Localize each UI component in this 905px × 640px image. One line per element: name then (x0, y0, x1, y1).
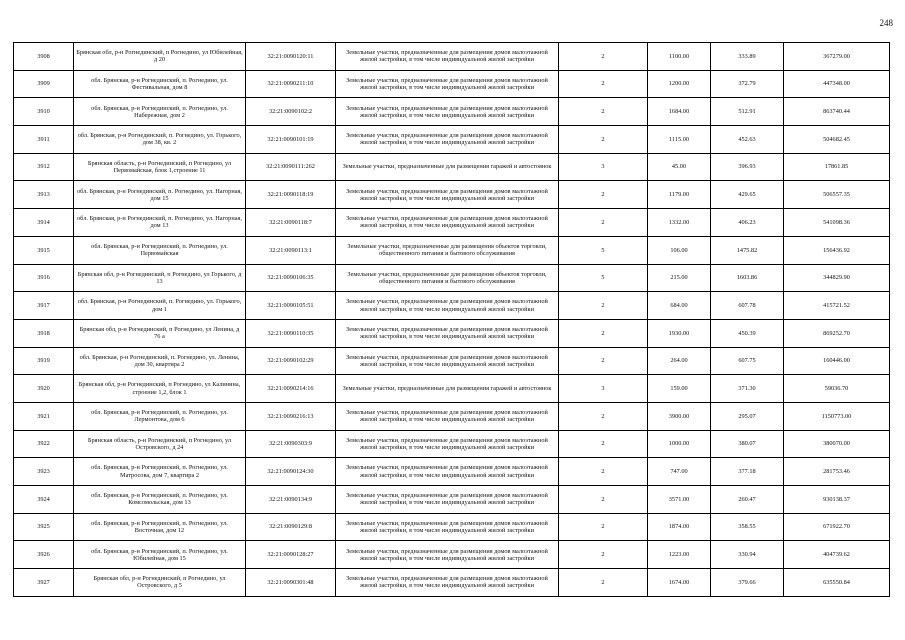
specific-value-cell: 406.23 (711, 209, 784, 237)
table-row (14, 347, 890, 375)
cadastral-table (13, 42, 890, 597)
address-cell: обл. Брянская, р-н Рогнединский, п. Рогнедино, ул. Ленина, дом 30, квартира 2 (74, 347, 246, 375)
land-use-type-cell: Земельные участки, предназначенные для размещения домов малоэтажной жилой застройки, в том числе индивидуальной жилой застройки (336, 541, 559, 569)
address-cell: обл. Брянская, р-н Рогнединский, п. Рогнедино, ул. Нагорная, дом 13 (74, 209, 246, 237)
cadastral-number-cell: 32:21:0090113:1 (246, 236, 336, 264)
address-cell: Брянская обл, р-н Рогнединский, п Рогнедино, ул Калинина, строение 1,2, блок 1 (74, 375, 246, 403)
group-code-cell: 2 (559, 569, 648, 597)
area-cell: 3900.00 (648, 402, 711, 430)
address-cell: обл. Брянская, р-н Рогнединский, п. Рогнедино, ул. Восточная, дом 12 (74, 513, 246, 541)
cadastral-value-cell: 367279.00 (784, 43, 890, 71)
group-code-cell: 2 (559, 181, 648, 209)
group-code-cell: 5 (559, 264, 648, 292)
land-use-type-cell: Земельные участки, предназначенные для размещения домов малоэтажной жилой застройки, в том числе индивидуальной жилой застройки (336, 486, 559, 514)
row-number-cell: 3916 (14, 264, 74, 292)
specific-value-cell: 371.30 (711, 375, 784, 403)
cadastral-value-cell: 671922.70 (784, 513, 890, 541)
specific-value-cell: 330.94 (711, 541, 784, 569)
specific-value-cell: 260.47 (711, 486, 784, 514)
address-cell: обл. Брянская, р-н Рогнединский, п. Рогнедино, ул. Матросова, дом 7, квартира 2 (74, 458, 246, 486)
cadastral-value-cell: 930138.37 (784, 486, 890, 514)
group-code-cell: 2 (559, 209, 648, 237)
cadastral-number-cell: 32:21:0090120:11 (246, 43, 336, 71)
row-number-cell: 3908 (14, 43, 74, 71)
area-cell: 1674.00 (648, 569, 711, 597)
land-use-type-cell: Земельные участки, предназначенные для размещения домов малоэтажной жилой застройки, в том числе индивидуальной жилой застройки (336, 43, 559, 71)
cadastral-number-cell: 32:21:0090129:8 (246, 513, 336, 541)
cadastral-number-cell: 32:21:0090301:48 (246, 569, 336, 597)
table-row (14, 486, 890, 514)
table-row (14, 319, 890, 347)
land-use-type-cell: Земельные участки, предназначенные для размещения домов малоэтажной жилой застройки, в том числе индивидуальной жилой застройки (336, 347, 559, 375)
row-number-cell: 3922 (14, 430, 74, 458)
table-row (14, 264, 890, 292)
cadastral-value-cell: 59036.70 (784, 375, 890, 403)
group-code-cell: 3 (559, 375, 648, 403)
row-number-cell: 3918 (14, 319, 74, 347)
land-use-type-cell: Земельные участки, предназначенные для размещения объектов торговли, общественного питания и бытового обслуживания (336, 236, 559, 264)
address-cell: обл. Брянская, р-н Рогнединский, п. Рогнедино, ул. Фестивальная, дом 8 (74, 70, 246, 98)
area-cell: 3571.00 (648, 486, 711, 514)
specific-value-cell: 295.07 (711, 402, 784, 430)
cadastral-number-cell: 32:21:0090118:7 (246, 209, 336, 237)
cadastral-value-cell: 17861.85 (784, 153, 890, 181)
cadastral-number-cell: 32:21:0090124:30 (246, 458, 336, 486)
area-cell: 1000.00 (648, 430, 711, 458)
specific-value-cell: 379.66 (711, 569, 784, 597)
row-number-cell: 3926 (14, 541, 74, 569)
page-number: 248 (879, 18, 893, 28)
cadastral-value-cell: 1150773.00 (784, 402, 890, 430)
cadastral-number-cell: 32:21:0090110:35 (246, 319, 336, 347)
cadastral-number-cell: 32:21:0090101:19 (246, 126, 336, 154)
group-code-cell: 2 (559, 458, 648, 486)
land-use-type-cell: Земельные участки, предназначенные для размещения домов малоэтажной жилой застройки, в том числе индивидуальной жилой застройки (336, 458, 559, 486)
address-cell: Брянская обл, р-н Рогнединский, п Рогнедино, ул Горького, д 13 (74, 264, 246, 292)
cadastral-value-cell: 504682.45 (784, 126, 890, 154)
land-use-type-cell: Земельные участки, предназначенные для размещения домов малоэтажной жилой застройки, в том числе индивидуальной жилой застройки (336, 181, 559, 209)
group-code-cell: 2 (559, 126, 648, 154)
table-row (14, 70, 890, 98)
cadastral-number-cell: 32:21:0090102:2 (246, 98, 336, 126)
row-number-cell: 3924 (14, 486, 74, 514)
cadastral-value-cell: 635550.84 (784, 569, 890, 597)
address-cell: обл. Брянская, р-н Рогнединский, п. Рогнедино, ул. Нагорная, дом 15 (74, 181, 246, 209)
address-cell: Брянская обл, р-н Рогнединский, п Рогнедино, ул Юбилейная, д 20 (74, 43, 246, 71)
cadastral-number-cell: 32:21:0090102:29 (246, 347, 336, 375)
cadastral-value-cell: 863740.44 (784, 98, 890, 126)
address-cell: Брянская обл, р-н Рогнединский, п Рогнедино, ул Ленина, д 76 а (74, 319, 246, 347)
cadastral-number-cell: 32:21:0090303:9 (246, 430, 336, 458)
group-code-cell: 2 (559, 347, 648, 375)
address-cell: обл. Брянская, р-н Рогнединский, п. Рогнедино, ул. Юбилейная, дом 15 (74, 541, 246, 569)
group-code-cell: 2 (559, 292, 648, 320)
land-use-type-cell: Земельные участки, предназначенные для размещения домов малоэтажной жилой застройки, в том числе индивидуальной жилой застройки (336, 70, 559, 98)
group-code-cell: 2 (559, 513, 648, 541)
specific-value-cell: 607.78 (711, 292, 784, 320)
specific-value-cell: 450.39 (711, 319, 784, 347)
cadastral-value-cell: 541098.36 (784, 209, 890, 237)
specific-value-cell: 512.91 (711, 98, 784, 126)
area-cell: 1200.00 (648, 70, 711, 98)
table-row (14, 181, 890, 209)
cadastral-value-cell: 380070.00 (784, 430, 890, 458)
area-cell: 215.00 (648, 264, 711, 292)
specific-value-cell: 380.07 (711, 430, 784, 458)
cadastral-value-cell: 869252.70 (784, 319, 890, 347)
specific-value-cell: 1603.86 (711, 264, 784, 292)
area-cell: 264.00 (648, 347, 711, 375)
table-row (14, 292, 890, 320)
group-code-cell: 5 (559, 236, 648, 264)
land-use-type-cell: Земельные участки, предназначенные для размещения домов малоэтажной жилой застройки, в том числе индивидуальной жилой застройки (336, 569, 559, 597)
row-number-cell: 3914 (14, 209, 74, 237)
area-cell: 1179.00 (648, 181, 711, 209)
area-cell: 106.00 (648, 236, 711, 264)
area-cell: 1874.00 (648, 513, 711, 541)
land-use-type-cell: Земельные участки, предназначенные для размещения домов малоэтажной жилой застройки, в том числе индивидуальной жилой застройки (336, 430, 559, 458)
row-number-cell: 3909 (14, 70, 74, 98)
row-number-cell: 3910 (14, 98, 74, 126)
address-cell: обл. Брянская, р-н Рогнединский, п. Рогнедино, ул. Набережная, дом 2 (74, 98, 246, 126)
land-use-type-cell: Земельные участки, предназначенные для размещения домов малоэтажной жилой застройки, в том числе индивидуальной жилой застройки (336, 126, 559, 154)
group-code-cell: 3 (559, 153, 648, 181)
group-code-cell: 2 (559, 541, 648, 569)
cadastral-value-cell: 447348.00 (784, 70, 890, 98)
row-number-cell: 3921 (14, 402, 74, 430)
area-cell: 1223.00 (648, 541, 711, 569)
row-number-cell: 3927 (14, 569, 74, 597)
area-cell: 684.00 (648, 292, 711, 320)
cadastral-value-cell: 404739.62 (784, 541, 890, 569)
specific-value-cell: 377.18 (711, 458, 784, 486)
group-code-cell: 2 (559, 402, 648, 430)
row-number-cell: 3917 (14, 292, 74, 320)
specific-value-cell: 333.89 (711, 43, 784, 71)
address-cell: обл. Брянская, р-н Рогнединский, п. Рогнедино, ул. Горького, дом 1 (74, 292, 246, 320)
cadastral-number-cell: 32:21:0090106:35 (246, 264, 336, 292)
table-row (14, 541, 890, 569)
area-cell: 747.00 (648, 458, 711, 486)
table-row (14, 569, 890, 597)
land-use-type-cell: Земельные участки, предназначенные для размещения объектов торговли, общественного питания и бытового обслуживания (336, 264, 559, 292)
land-use-type-cell: Земельные участки, предназначенные для размещения гаражей и автостоянок (336, 375, 559, 403)
group-code-cell: 2 (559, 98, 648, 126)
group-code-cell: 2 (559, 70, 648, 98)
cadastral-value-cell: 156436.92 (784, 236, 890, 264)
row-number-cell: 3915 (14, 236, 74, 264)
row-number-cell: 3923 (14, 458, 74, 486)
cadastral-number-cell: 32:21:0090105:51 (246, 292, 336, 320)
address-cell: Брянская область, р-н Рогнединский, п Рогнедино, ул Первомайская, блок 1,строение 11 (74, 153, 246, 181)
row-number-cell: 3920 (14, 375, 74, 403)
cadastral-number-cell: 32:21:0090211:10 (246, 70, 336, 98)
land-use-type-cell: Земельные участки, предназначенные для размещения домов малоэтажной жилой застройки, в том числе индивидуальной жилой застройки (336, 292, 559, 320)
address-cell: обл. Брянская, р-н Рогнединский, п. Рогнедино, ул. Горького, дом 38, кв. 2 (74, 126, 246, 154)
land-use-type-cell: Земельные участки, предназначенные для размещения гаражей и автостоянок (336, 153, 559, 181)
table-row (14, 375, 890, 403)
address-cell: Брянская обл, р-н Рогнединский, п Рогнедино, ул Островского, д 5 (74, 569, 246, 597)
table-row (14, 98, 890, 126)
address-cell: обл. Брянская, р-н Рогнединский, п. Рогнедино, ул. Лермонтова, дом 6 (74, 402, 246, 430)
cadastral-number-cell: 32:21:0090111:262 (246, 153, 336, 181)
specific-value-cell: 452.63 (711, 126, 784, 154)
table-row (14, 430, 890, 458)
area-cell: 1684.00 (648, 98, 711, 126)
cadastral-value-cell: 344829.90 (784, 264, 890, 292)
table-row (14, 209, 890, 237)
table-row (14, 43, 890, 71)
area-cell: 1115.00 (648, 126, 711, 154)
cadastral-number-cell: 32:21:0090216:13 (246, 402, 336, 430)
group-code-cell: 2 (559, 319, 648, 347)
specific-value-cell: 358.55 (711, 513, 784, 541)
cadastral-value-cell: 415721.52 (784, 292, 890, 320)
row-number-cell: 3913 (14, 181, 74, 209)
row-number-cell: 3925 (14, 513, 74, 541)
table-row (14, 513, 890, 541)
cadastral-number-cell: 32:21:0090214:16 (246, 375, 336, 403)
address-cell: обл. Брянская, р-н Рогнединский, п. Рогнедино, ул. Первомайская (74, 236, 246, 264)
land-use-type-cell: Земельные участки, предназначенные для размещения домов малоэтажной жилой застройки, в том числе индивидуальной жилой застройки (336, 98, 559, 126)
area-cell: 1100.00 (648, 43, 711, 71)
area-cell: 1332.00 (648, 209, 711, 237)
group-code-cell: 2 (559, 430, 648, 458)
row-number-cell: 3919 (14, 347, 74, 375)
row-number-cell: 3911 (14, 126, 74, 154)
land-use-type-cell: Земельные участки, предназначенные для размещения домов малоэтажной жилой застройки, в том числе индивидуальной жилой застройки (336, 513, 559, 541)
table-row (14, 458, 890, 486)
specific-value-cell: 607.75 (711, 347, 784, 375)
cadastral-number-cell: 32:21:0090134:9 (246, 486, 336, 514)
table-row (14, 153, 890, 181)
area-cell: 45.00 (648, 153, 711, 181)
cadastral-value-cell: 281753.46 (784, 458, 890, 486)
specific-value-cell: 429.65 (711, 181, 784, 209)
address-cell: Брянская область, р-н Рогнединский, п Рогнедино, ул Островского, д 24 (74, 430, 246, 458)
group-code-cell: 2 (559, 43, 648, 71)
table-row (14, 402, 890, 430)
table-row (14, 236, 890, 264)
row-number-cell: 3912 (14, 153, 74, 181)
area-cell: 159.00 (648, 375, 711, 403)
cadastral-value-cell: 506557.35 (784, 181, 890, 209)
cadastral-value-cell: 160446.00 (784, 347, 890, 375)
land-use-type-cell: Земельные участки, предназначенные для размещения домов малоэтажной жилой застройки, в том числе индивидуальной жилой застройки (336, 319, 559, 347)
land-use-type-cell: Земельные участки, предназначенные для размещения домов малоэтажной жилой застройки, в том числе индивидуальной жилой застройки (336, 209, 559, 237)
address-cell: обл. Брянская, р-н Рогнединский, п. Рогнедино, ул. Комсомольская, дом 13 (74, 486, 246, 514)
table-row (14, 126, 890, 154)
specific-value-cell: 1475.82 (711, 236, 784, 264)
cadastral-number-cell: 32:21:0090118:19 (246, 181, 336, 209)
land-use-type-cell: Земельные участки, предназначенные для размещения домов малоэтажной жилой застройки, в том числе индивидуальной жилой застройки (336, 402, 559, 430)
group-code-cell: 2 (559, 486, 648, 514)
cadastral-number-cell: 32:21:0090128:27 (246, 541, 336, 569)
specific-value-cell: 372.79 (711, 70, 784, 98)
specific-value-cell: 396.93 (711, 153, 784, 181)
area-cell: 1930.00 (648, 319, 711, 347)
